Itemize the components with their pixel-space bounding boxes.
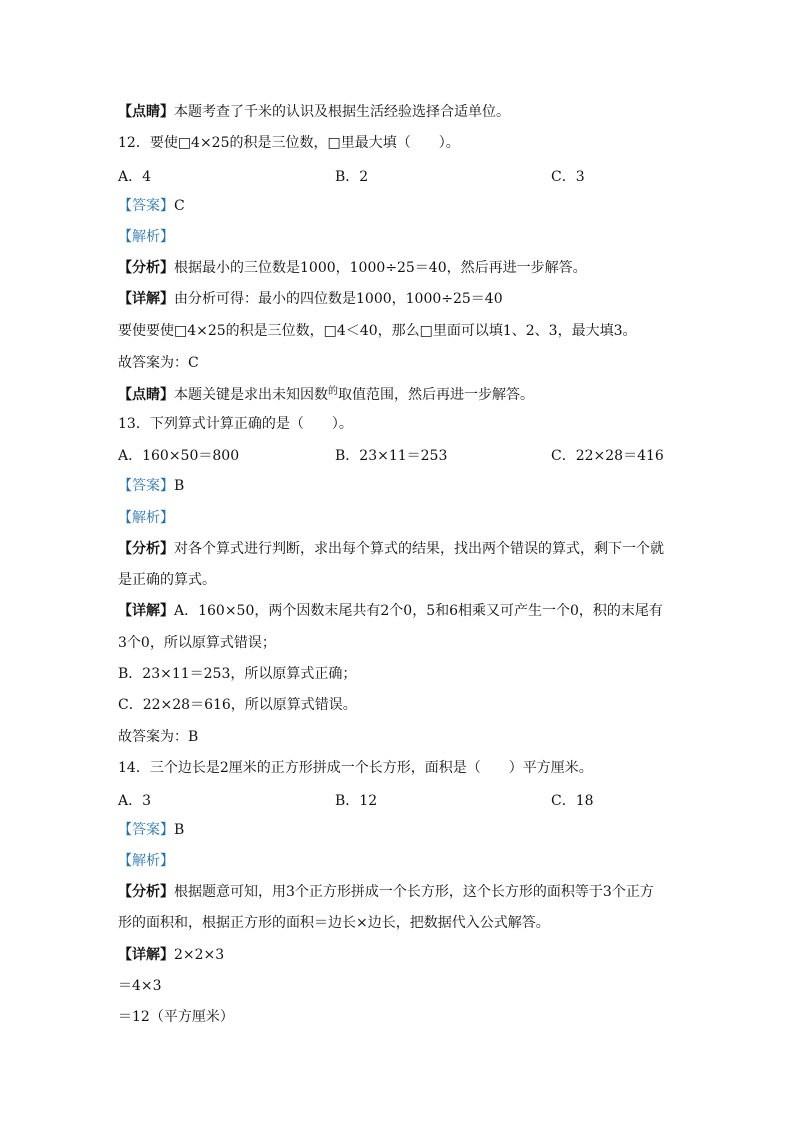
q13-xiangjie-line-4: C．22×28＝616，所以原算式错误。 (118, 697, 357, 713)
q12-result: 故答案为：C (118, 355, 199, 371)
q13-option-c: C．22×28＝416 (551, 448, 664, 464)
answer-value: C (174, 198, 185, 214)
q12-dianjing-line (118, 385, 534, 405)
q13-jiexi-tag: 【解析】 (118, 510, 174, 526)
q12-jiexi-tag: 【解析】 (118, 229, 174, 245)
fenxi-tag: 【分析】 (118, 884, 174, 900)
q12-option-b: B．2 (335, 169, 369, 185)
xiangjie-tag: 【详解】 (118, 291, 174, 307)
q14-fenxi-line-2: 形的面积和，根据正方形的面积＝边长×边长，把数据代入公式解答。 (118, 915, 550, 931)
question-14: 14．三个边长是2厘米的正方形拼成一个长方形，面积是（ ）平方厘米。 (118, 760, 593, 776)
q13-option-a: A．160×50＝800 (118, 448, 240, 464)
answer-tag: 【答案】 (118, 198, 174, 214)
q13-fenxi-line (118, 539, 664, 559)
q13-fenxi-line-2: 是正确的算式。 (118, 572, 216, 588)
q13-answer-line (118, 476, 184, 496)
q14-xiangjie-line (118, 945, 224, 965)
dianjing-text: 本题考查了千米的认识及根据生活经验选择合适单位。 (174, 104, 510, 120)
dianjing-text-b: 取值范围，然后再进一步解答。 (338, 387, 534, 403)
fenxi-text: 根据题意可知，用3个正方形拼成一个长方形，这个长方形的面积等于3个正方 (174, 884, 654, 900)
fenxi-text: 对各个算式进行判断，求出每个算式的结果，找出两个错误的算式，剩下一个就 (174, 541, 664, 557)
q13-xiangjie-line (118, 601, 663, 621)
q14-answer-line (118, 820, 184, 840)
question-13: 13．下列算式计算正确的是（ ）。 (118, 416, 353, 432)
q12-xiangjie-line (118, 289, 503, 309)
q13-result: 故答案为：B (118, 729, 199, 745)
xiangjie-text: A．160×50，两个因数末尾共有2个0，5和6相乘又可产生一个0，积的末尾有 (174, 603, 663, 619)
q13-xiangjie-line-3: B．23×11＝253，所以原算式正确； (118, 666, 357, 682)
dianjing-text-small: 的 (328, 386, 338, 397)
xiangjie-tag: 【详解】 (118, 947, 174, 963)
q14-jiexi-tag: 【解析】 (118, 853, 174, 869)
q12-answer-line (118, 196, 185, 216)
dianjing-tag: 【点睛】 (118, 387, 174, 403)
answer-value: B (174, 822, 185, 838)
q12-fenxi-line (118, 258, 587, 278)
q13-option-b: B．23×11＝253 (335, 448, 448, 464)
q12-option-a: A．4 (118, 169, 152, 185)
xiangjie-text: 2×2×3 (174, 947, 225, 963)
answer-tag: 【答案】 (118, 822, 174, 838)
q14-option-b: B．12 (335, 793, 378, 809)
fenxi-tag: 【分析】 (118, 541, 174, 557)
q12-xiangjie-line-2: 要使要使□4×25的积是三位数，□4＜40，那么□里面可以填1、2、3，最大填3。 (118, 323, 637, 339)
q14-xiangjie-line-2: ＝4×3 (118, 978, 162, 994)
q13-xiangjie-line-2: 3个0，所以原算式错误； (118, 635, 276, 651)
xiangjie-text: 由分析可得：最小的四位数是1000，1000÷25＝40 (174, 291, 503, 307)
xiangjie-tag: 【详解】 (118, 603, 174, 619)
q14-fenxi-line (118, 882, 654, 902)
answer-value: B (174, 478, 185, 494)
q12-option-c: C．3 (551, 169, 585, 185)
q14-option-c: C．18 (551, 793, 594, 809)
question-12: 12．要使□4×25的积是三位数，□里最大填（ ）。 (118, 135, 460, 151)
q14-option-a: A．3 (118, 793, 152, 809)
dianjing-text-a: 本题关键是求出未知因数 (174, 387, 328, 403)
answer-tag: 【答案】 (118, 478, 174, 494)
fenxi-tag: 【分析】 (118, 260, 174, 276)
dianjing-line (118, 102, 510, 122)
fenxi-text: 根据最小的三位数是1000，1000÷25＝40，然后再进一步解答。 (174, 260, 587, 276)
q14-xiangjie-line-3: ＝12（平方厘米） (118, 1009, 234, 1025)
dianjing-tag: 【点睛】 (118, 104, 174, 120)
